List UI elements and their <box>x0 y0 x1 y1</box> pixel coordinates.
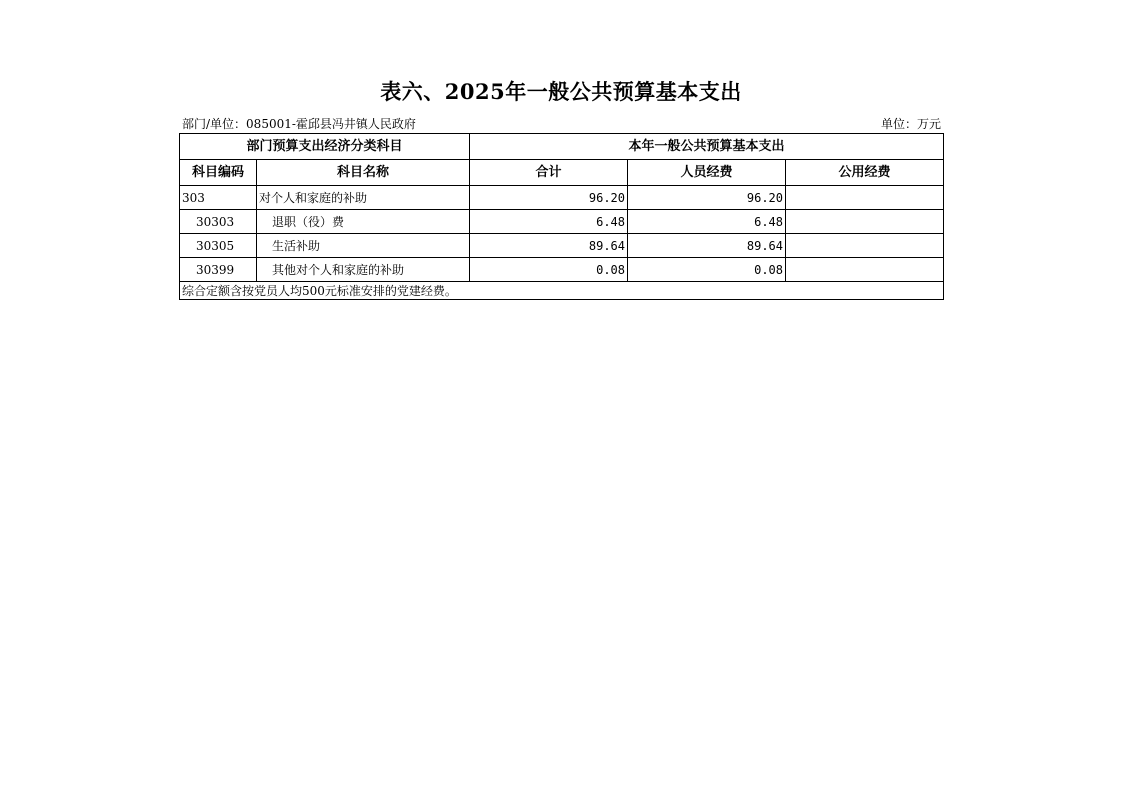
row-name: 退职（役）费 <box>257 210 470 234</box>
name-column-header: 科目名称 <box>257 160 470 186</box>
code-column-header: 科目编码 <box>180 160 257 186</box>
row-code: 303 <box>180 186 257 210</box>
row-total: 0.08 <box>470 258 628 282</box>
row-code: 30303 <box>180 210 257 234</box>
budget-table <box>179 133 944 300</box>
row-public <box>786 186 944 210</box>
table-row <box>180 186 944 210</box>
row-name: 生活补助 <box>257 234 470 258</box>
row-personnel: 89.64 <box>628 234 786 258</box>
classification-group-header: 部门预算支出经济分类科目 <box>180 134 470 160</box>
row-public <box>786 210 944 234</box>
personnel-column-header: 人员经费 <box>628 160 786 186</box>
note-row <box>180 282 944 300</box>
department-label: 部门/单位：085001-霍邱县冯井镇人民政府 <box>182 117 416 131</box>
row-total: 6.48 <box>470 210 628 234</box>
row-public <box>786 234 944 258</box>
expenditure-group-header: 本年一般公共预算基本支出 <box>470 134 944 160</box>
table-row <box>180 234 944 258</box>
unit-label: 单位：万元 <box>880 117 941 131</box>
public-column-header: 公用经费 <box>786 160 944 186</box>
row-name: 对个人和家庭的补助 <box>257 186 470 210</box>
column-header-row <box>180 160 944 186</box>
page-title: 表六、2025年一般公共预算基本支出 <box>380 79 742 104</box>
row-code: 30399 <box>180 258 257 282</box>
table-note: 综合定额含按党员人均500元标准安排的党建经费。 <box>180 282 944 300</box>
total-column-header: 合计 <box>470 160 628 186</box>
table-row <box>180 210 944 234</box>
row-personnel: 0.08 <box>628 258 786 282</box>
row-name: 其他对个人和家庭的补助 <box>257 258 470 282</box>
row-code: 30305 <box>180 234 257 258</box>
row-public <box>786 258 944 282</box>
row-total: 89.64 <box>470 234 628 258</box>
row-total: 96.20 <box>470 186 628 210</box>
row-personnel: 6.48 <box>628 210 786 234</box>
table-row <box>180 258 944 282</box>
row-personnel: 96.20 <box>628 186 786 210</box>
group-header-row <box>180 134 944 160</box>
